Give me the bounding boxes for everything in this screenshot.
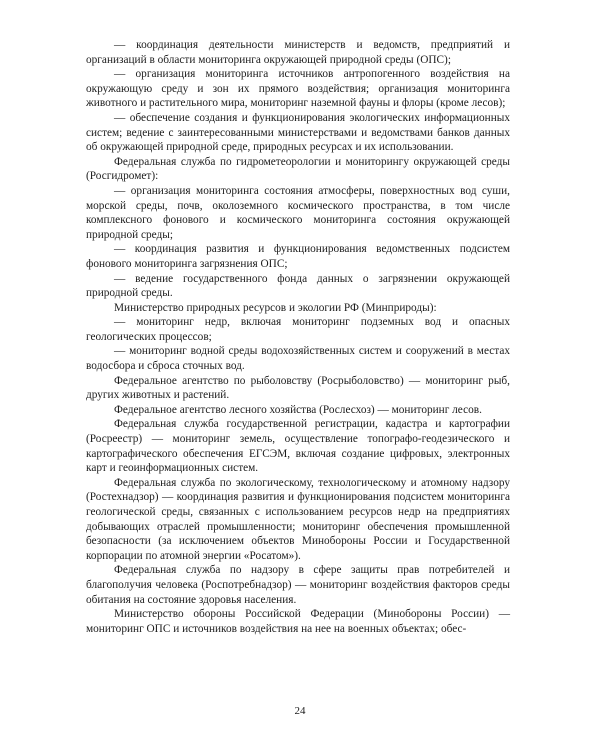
paragraph: — организация мониторинга состояния атмосферы, поверхностных вод суши, морской среды, почв, околоземного космического пространства, в том числе комплексного фонового и космического мониторинга состояния окружающей природной среды; — [86, 184, 510, 241]
page-number: 24 — [294, 705, 306, 717]
paragraph: Федеральная служба по надзору в сфере защиты прав потребителей и благополучия человека (Роспотребнадзор) — мониторинг воздействия факторов среды обитания на состояние здоровья населения. — [86, 564, 510, 606]
paragraph: Федеральная служба по экологическому, технологическому и атомному надзору (Ростехнадзор) — координация развития и функционирования подсистем мониторинга геологической среды, связанных с использованием ресурсов недр на предприятиях добывающих отраслей промышленности; мониторинг обеспечения промышленной безопасности (за исключением объектов Минобороны России и Государственной корпорации по атомной энергии «Росатом»). — [86, 476, 510, 562]
paragraph: — мониторинг водной среды водохозяйственных систем и сооружений в местах водосбора и сброса сточных вод. — [86, 345, 510, 373]
paragraph: — организация мониторинга источников антропогенного воздействия на окружающую среду и зон их прямого воздействия; организация мониторинга животного и растительного мира, мониторинг наземной фауны и флоры (кроме лесов); — [86, 68, 510, 110]
paragraph: Федеральное агентство по рыболовству (Росрыболовство) — мониторинг рыб, других животных и растений. — [86, 374, 510, 402]
paragraph: Федеральная служба государственной регистрации, кадастра и картографии (Росреестр) — мониторинг земель, осуществление топографо-геодезического и картографического обеспечения ЕГСЭМ, включая создание цифровых, электронных карт и геоинформационных систем. — [86, 418, 510, 475]
paragraph: Министерство обороны Российской Федерации (Минобороны России) — мониторинг ОПС и источников воздействия на нее на военных объектах; обес- — [86, 608, 510, 635]
paragraph: Министерство природных ресурсов и экологии РФ (Минприроды): — [114, 301, 437, 314]
paragraph: — обеспечение создания и функционирования экологических информационных систем; ведение с заинтересованными министерствами и ведомствами банков данных об окружающей природной среде, природных ресурсах и их использовании. — [86, 111, 510, 154]
paragraph: — координация деятельности министерств и ведомств, предприятий и организаций в области мониторинга окружающей природной среды (ОПС); — [86, 39, 510, 66]
paragraph: Федеральная служба по гидрометеорологии и мониторингу окружающей среды (Росгидромет): — [86, 155, 510, 183]
body-text — [86, 38, 510, 636]
paragraph: — мониторинг недр, включая мониторинг подземных вод и опасных геологических процессов; — [86, 316, 510, 343]
paragraph: Федеральное агентство лесного хозяйства (Рослесхоз) — мониторинг лесов. — [114, 403, 482, 416]
paragraph: — ведение государственного фонда данных о загрязнении окружающей природной среды. — [86, 272, 510, 300]
paragraph: — координация развития и функционирования ведомственных подсистем фонового мониторинга загрязнения ОПС; — [86, 243, 510, 270]
